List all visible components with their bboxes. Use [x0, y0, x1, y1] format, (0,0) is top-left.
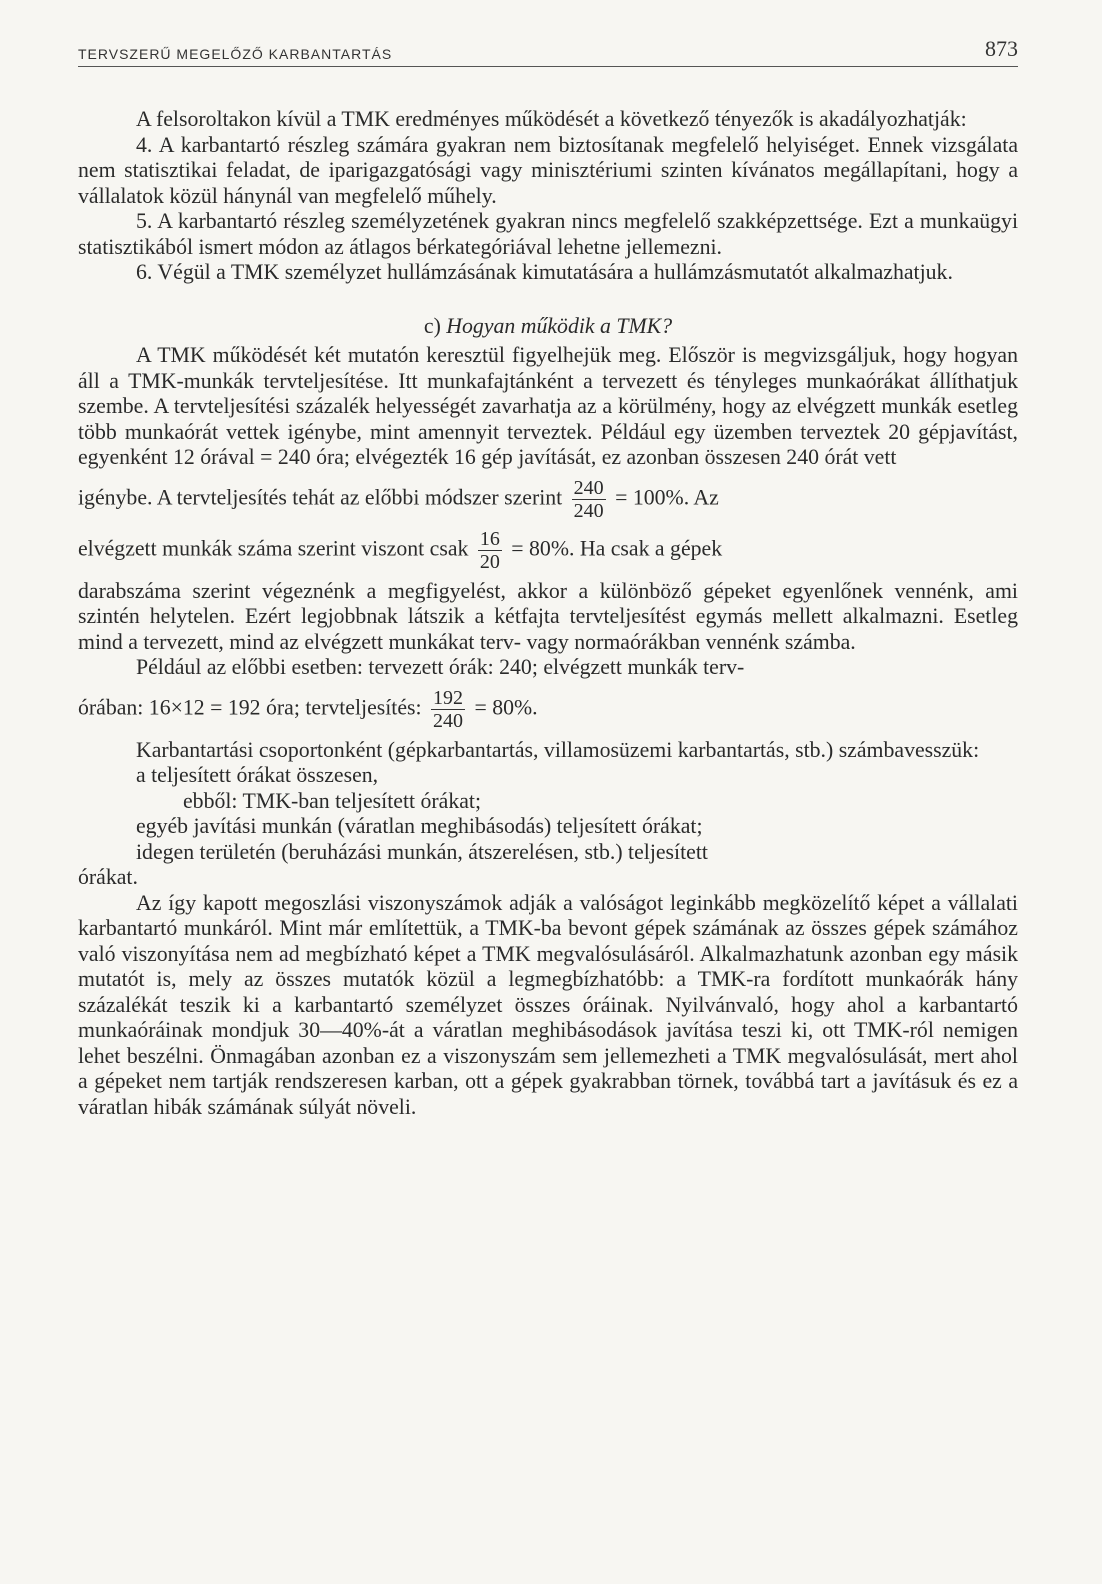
list-item: idegen területén (beruházási munkán, átszerelésen, stb.) teljesített — [136, 839, 708, 864]
formula-line — [78, 687, 1018, 732]
list-item: a teljesített órákat összesen, — [136, 763, 379, 787]
paragraph: darabszáma szerint végeznénk a megfigyelést, akkor a különböző gépeket egyenlőnek vennénk, ami szintén helytelen. Ezért legjobbnak látszik a kétfajta tervteljesítést egymás mellett alkalmazni. Esetleg mind a tervezett, mind az elvégzett munkákat terv- vagy normaórákban vennénk számba. — [78, 578, 1018, 654]
list-item: órákat. — [78, 865, 138, 889]
fraction-numerator: 16 — [479, 527, 500, 550]
paragraph: 4. A karbantartó részleg számára gyakran nem biztosítanak megfelelő helyiséget. Ennek vizsgálata nem statisztikai feladat, de iparigazgatósági vagy minisztériumi szinten kívánatos megállapítani, hogy a vállalatok közül hánynál van megfelelő műhely. — [78, 132, 1018, 208]
fraction — [478, 528, 502, 573]
page-body — [78, 107, 1018, 1120]
list-item: egyéb javítási munkán (váratlan meghibásodás) teljesített órákat; — [136, 814, 703, 838]
fraction — [431, 687, 465, 732]
formula-text: órában: 16×12 = 192 óra; tervteljesítés: — [78, 695, 422, 719]
fraction — [572, 477, 606, 522]
fraction-denominator: 20 — [479, 550, 500, 573]
fraction-denominator: 240 — [573, 499, 604, 522]
running-title: TERVSZERŰ MEGELŐZŐ KARBANTARTÁS — [78, 46, 393, 62]
formula-text: elvégzett munkák száma szerint viszont csak — [78, 536, 469, 560]
paragraph: Például az előbbi esetben: tervezett órák: 240; elvégzett munkák terv- — [136, 655, 745, 679]
fraction-numerator: 240 — [573, 476, 604, 499]
fraction-denominator: 240 — [433, 709, 464, 732]
fraction-numerator: 192 — [433, 686, 464, 709]
formula-text: = 80%. Ha csak a gépek — [511, 536, 723, 560]
list-item: ebből: TMK-ban teljesített órákat; — [183, 788, 482, 813]
formula-text: igénybe. A tervteljesítés tehát az előbbi módszer szerint — [78, 485, 563, 509]
paragraph: 6. Végül a TMK személyzet hullámzásának kimutatására a hullámzásmutatót alkalmazhatjuk. — [136, 260, 953, 284]
page — [78, 36, 1018, 1120]
section-label: c) — [423, 313, 441, 338]
formula-text: = 100%. Az — [615, 485, 719, 509]
paragraph: 5. A karbantartó részleg személyzetének gyakran nincs megfelelő szakképzettsége. Ezt a munkaügyi statisztikából ismert módon az átlagos bérkategóriával lehetne jellemezni. — [78, 209, 1018, 259]
formula-line — [78, 528, 1018, 573]
section-title: Hogyan működik a TMK? — [446, 313, 673, 338]
formula-line — [78, 477, 1018, 522]
page-number: 873 — [985, 36, 1018, 61]
running-header — [78, 36, 1018, 67]
paragraph: A felsoroltakon kívül a TMK eredményes működését a következő tényezők is akadályozhatják: — [136, 107, 967, 131]
section-heading — [78, 314, 1018, 340]
hours-list — [78, 763, 1018, 891]
paragraph: A TMK működését két mutatón keresztül figyelhejük meg. Először is megvizsgáljuk, hogy hogyan áll a TMK-munkák tervteljesítése. Itt munkafajtánként a tervezett és tényleges munkaórákat állíthatjuk szembe. A tervteljesítési százalék helyességét zavarhatja az a körülmény, hogy az elvégzett munkák esetleg több munkaórát vettek igénybe, mint amennyit terveztek. Például egy üzemben terveztek 20 gépjavítást, egyenként 12 órával = 240 óra; elvégezték 16 gép javítását, ez azonban összesen 240 órát vett — [78, 343, 1018, 469]
paragraph: Karbantartási csoportonként (gépkarbantartás, villamosüzemi karbantartás, stb.) számbavesszük: — [136, 737, 980, 762]
formula-text: = 80%. — [474, 695, 538, 719]
paragraph: Az így kapott megoszlási viszonyszámok adják a valóságot leginkább megközelítő képet a vállalati karbantartó munkáról. Mint már említettük, a TMK-ba bevont gépek számának az összes gépek számához való viszonyítása nem ad megbízható képet a TMK megvalósulásáról. Alkalmazhatunk azonban egy másik mutatót is, mely az összes mutatók közül a legmegbízhatóbb: a TMK-ra fordított munkaórák hány százalékát teszik ki a karbantartó személyzet összes óráinak. Nyilvánvaló, hogy ahol a karbantartó munkaóráinak mondjuk 30—40%-át a váratlan meghibásodások javítása teszi ki, ott TMK-ról nemigen lehet beszélni. Önmagában azonban ez a viszonyszám sem jellemezheti a TMK megvalósulását, mert ahol a gépeket nem tartják rendszeresen karban, ott a gépek gyakrabban törnek, továbbá tart a javításuk és ez a váratlan hibák számának súlyát növeli. — [78, 890, 1018, 1119]
